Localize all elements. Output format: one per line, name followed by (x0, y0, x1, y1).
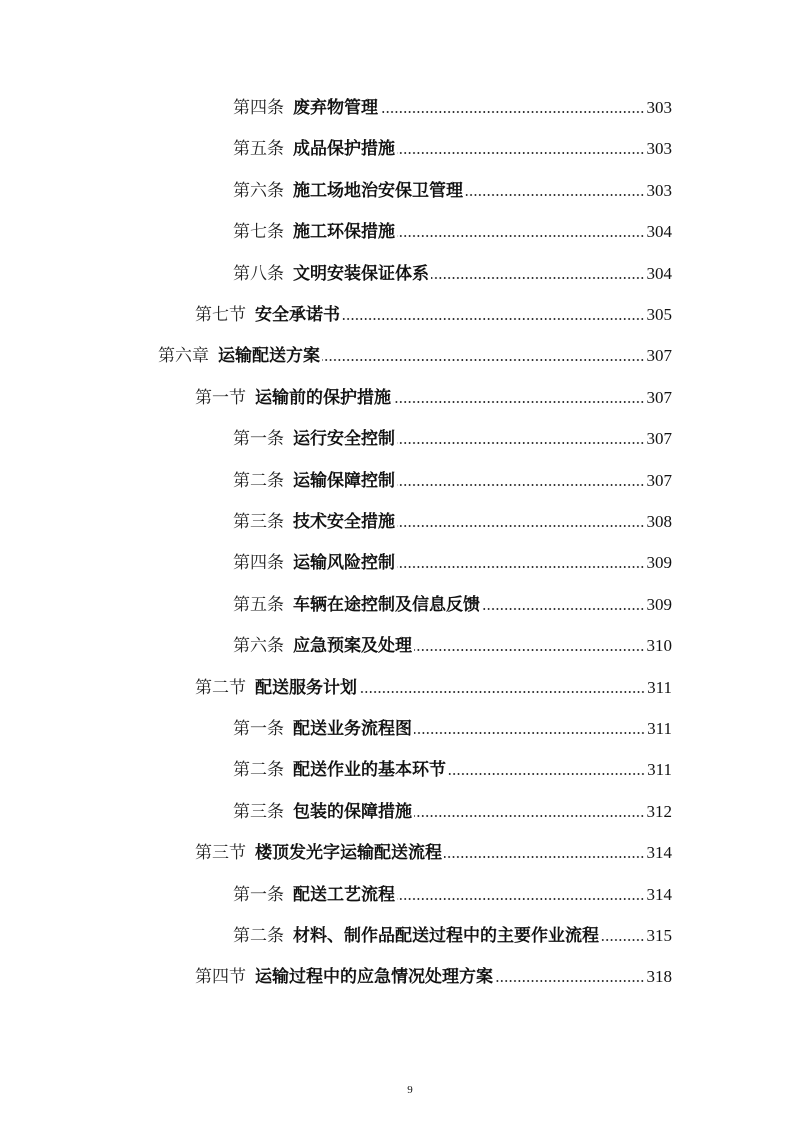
toc-entry[interactable] (233, 717, 672, 741)
toc-entry[interactable] (233, 137, 672, 161)
toc-entry-prefix: 第一条 (233, 884, 284, 904)
toc-entry-prefix: 第六条 (233, 180, 284, 200)
toc-entry-page: 307 (646, 429, 672, 449)
toc-entry-title: 楼顶发光字运输配送流程 (255, 843, 442, 863)
dot-leader (397, 441, 645, 445)
dot-leader (414, 648, 645, 652)
toc-entry-title: 废弃物管理 (293, 98, 378, 117)
toc-entry[interactable] (195, 841, 672, 865)
toc-entry-prefix: 第一条 (233, 429, 284, 449)
toc-entry-page: 307 (646, 387, 672, 407)
toc-entry-page: 308 (646, 512, 672, 531)
toc-entry[interactable] (195, 965, 672, 989)
dot-leader (397, 151, 645, 155)
toc-entry-prefix: 第三条 (233, 512, 284, 531)
toc-entry-page: 304 (646, 263, 672, 283)
toc-entry[interactable] (233, 427, 672, 451)
toc-entry-title: 文明安装保证体系 (293, 263, 429, 283)
toc-entry[interactable] (233, 469, 672, 493)
toc-entry-page: 318 (646, 967, 672, 987)
toc-entry-prefix: 第五条 (233, 139, 284, 159)
toc-entry-page: 314 (646, 843, 672, 863)
toc-entry-prefix: 第三节 (195, 843, 246, 863)
toc-entry[interactable] (233, 262, 672, 286)
toc-entry[interactable] (195, 676, 672, 700)
toc-entry-title: 配送工艺流程 (293, 884, 395, 904)
toc-entry-prefix: 第五条 (233, 594, 284, 614)
toc-entry-page: 303 (646, 139, 672, 159)
toc-entry-prefix: 第一节 (195, 387, 246, 407)
toc-entry[interactable] (233, 924, 672, 948)
toc-entry[interactable] (233, 510, 672, 534)
toc-entry-page: 312 (646, 801, 672, 821)
toc-entry-prefix: 第二条 (233, 470, 284, 490)
toc-entry[interactable] (233, 634, 672, 658)
toc-entry[interactable] (158, 344, 672, 368)
toc-entry-title: 配送作业的基本环节 (293, 760, 446, 780)
dot-leader (397, 483, 645, 487)
toc-entry-title: 成品保护措施 (293, 139, 395, 159)
toc-entry-title: 车辆在途控制及信息反馈 (293, 594, 480, 614)
toc-entry-title: 运输风险控制 (293, 553, 395, 573)
dot-leader (414, 731, 645, 735)
toc-entry-page: 309 (646, 553, 672, 573)
toc-entry-page: 303 (646, 180, 672, 200)
toc-entry-prefix: 第四节 (195, 967, 246, 987)
dot-leader (482, 607, 645, 611)
toc-entry-title: 施工场地治安保卫管理 (293, 180, 463, 200)
toc-entry-page: 311 (647, 677, 672, 697)
toc-entry-prefix: 第四条 (233, 98, 284, 117)
dot-leader (448, 772, 645, 776)
dot-leader (495, 979, 645, 983)
dot-leader (444, 855, 645, 859)
toc-entry-page: 310 (646, 636, 672, 656)
page-number: 9 (407, 1084, 413, 1096)
toc-entry-title: 包装的保障措施 (293, 801, 412, 821)
dot-leader (397, 234, 645, 238)
dot-leader (397, 565, 645, 569)
toc-entry-prefix: 第七条 (233, 222, 284, 242)
toc-entry-prefix: 第二条 (233, 926, 284, 945)
toc-entry[interactable] (233, 593, 672, 617)
toc-entry-page: 309 (646, 594, 672, 614)
toc-entry-page: 311 (647, 760, 672, 780)
toc-entry[interactable] (233, 758, 672, 782)
toc-entry-prefix: 第四条 (233, 553, 284, 573)
toc-entry-prefix: 第一条 (233, 719, 284, 738)
dot-leader (342, 317, 645, 321)
toc-entry[interactable] (233, 800, 672, 824)
toc-entry-title: 配送业务流程图 (293, 719, 412, 738)
toc-entry-title: 应急预案及处理 (293, 636, 412, 656)
toc-entry-page: 307 (646, 470, 672, 490)
dot-leader (393, 400, 645, 404)
toc-entry-page: 305 (646, 305, 672, 324)
dot-leader (322, 358, 645, 362)
toc-entry[interactable] (233, 551, 672, 575)
toc-entry[interactable] (233, 220, 672, 244)
toc-entry-title: 运输配送方案 (218, 346, 320, 366)
dot-leader (359, 690, 645, 694)
toc-entry-page: 311 (647, 719, 672, 738)
toc-entry-prefix: 第三条 (233, 801, 284, 821)
toc-entry-page: 304 (646, 222, 672, 242)
toc-entry-title: 运输前的保护措施 (255, 387, 391, 407)
dot-leader (465, 193, 645, 197)
toc-entry-page: 314 (646, 884, 672, 904)
dot-leader (380, 110, 645, 114)
dot-leader (397, 524, 645, 528)
toc-entry-title: 施工环保措施 (293, 222, 395, 242)
dot-leader (431, 276, 645, 280)
toc-entry-title: 安全承诺书 (255, 305, 340, 324)
toc-entry-prefix: 第七节 (195, 305, 246, 324)
dot-leader (414, 814, 645, 818)
dot-leader (601, 938, 645, 942)
toc-entry-title: 运输过程中的应急情况处理方案 (255, 967, 493, 987)
toc-entry[interactable] (195, 386, 672, 410)
toc-entry-page: 307 (646, 346, 672, 366)
toc-entry-title: 配送服务计划 (255, 677, 357, 697)
toc-entry-prefix: 第六章 (158, 346, 209, 366)
toc-entry[interactable] (195, 303, 672, 327)
toc-entry-prefix: 第六条 (233, 636, 284, 656)
toc-entry-title: 运输保障控制 (293, 470, 395, 490)
toc-entry-title: 技术安全措施 (293, 512, 395, 531)
toc-entry[interactable] (233, 883, 672, 907)
toc-entry-prefix: 第八条 (233, 263, 284, 283)
toc-entry-page: 315 (646, 926, 672, 945)
toc-entry[interactable] (233, 179, 672, 203)
toc-entry[interactable] (233, 96, 672, 120)
toc-entry-title: 材料、制作品配送过程中的主要作业流程 (293, 926, 599, 945)
toc-entry-title: 运行安全控制 (293, 429, 395, 449)
toc-entry-page: 303 (646, 98, 672, 117)
toc-entry-prefix: 第二条 (233, 760, 284, 780)
toc-entry-prefix: 第二节 (195, 677, 246, 697)
dot-leader (397, 897, 645, 901)
